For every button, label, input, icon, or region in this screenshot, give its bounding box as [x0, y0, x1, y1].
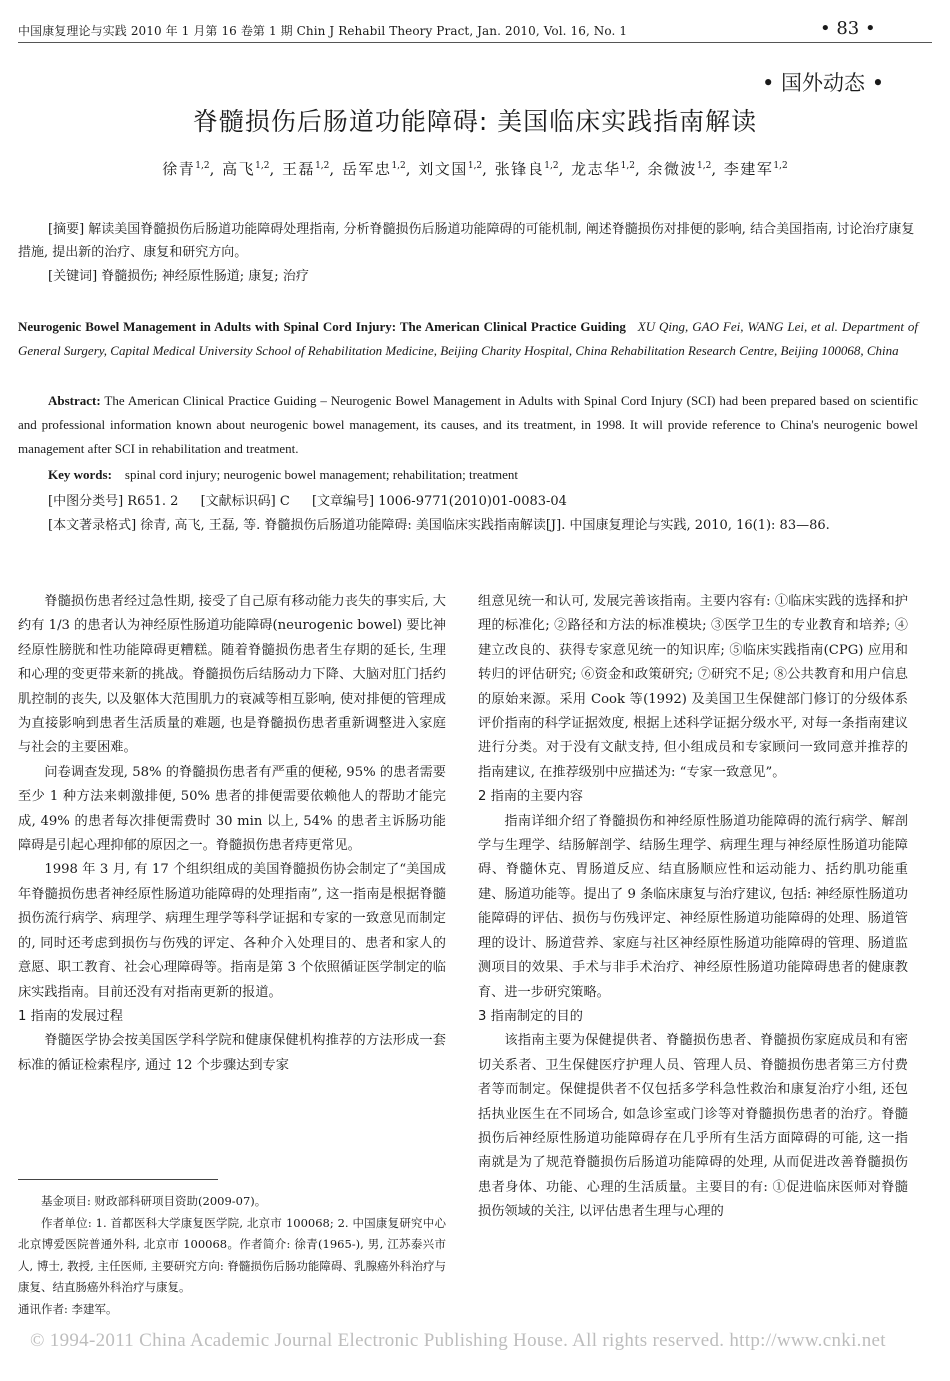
english-keywords [48, 463, 918, 487]
citation-format: [本文著录格式] 徐青, 高飞, 王磊, 等. 脊髓损伤后肠道功能障碍: 美国临床实践指南解读[J]. 中国康复理论与实践, 2010, 16(1): 83—86. [48, 518, 830, 533]
running-head: 中国康复理论与实践 2010 年 1 月第 16 卷第 1 期 Chin J Rehabil Theory Pract, Jan. 2010, Vol. 16, No. 1 [18, 24, 628, 38]
chinese-abstract: [摘要] 解读美国脊髓损伤后肠道功能障碍处理指南, 分析脊髓损伤后肠道功能障碍的可能机制, 阐述脊髓损伤对排便的影响, 结合美国指南, 讨论治疗康复措施, 提出新的治疗、康复和研究方向。 [18, 222, 915, 260]
author: 李建军$^{1,2}$ [723, 160, 788, 178]
body-right-column [478, 590, 908, 1225]
column-label: • 国外动态 • [762, 71, 885, 95]
clc-number: [中图分类号] R651. 2 [48, 494, 179, 509]
chinese-keywords: [关键词] 脊髓损伤; 神经原性肠道; 康复; 治疗 [48, 269, 309, 284]
english-title: Neurogenic Bowel Management in Adults with Spinal Cord Injury: The American Clinical Practice Guiding [18, 319, 626, 334]
paragraph: 指南详细介绍了脊髓损伤和神经原性肠道功能障碍的流行病学、解剖学与生理学、结肠解剖学、结肠生理学、病理生理与神经原性肠道功能障碍、脊髓休克、胃肠道反应、结直肠顺应性和运动能力、括约肌功能重建、肠道功能等。提出了 9 条临床康复与治疗建议, 包括: 神经原性肠道功能障碍的评估、损伤与伤残评定、神经原性肠道功能障碍的处理、肠道管理的设计、肠道营养、家庭与社区神经原性肠道功能障碍的管理、肠道监测项目的效果、手术与非手术治疗、神经原性肠道功能障碍患者的健康教育、进一步研究策略。 [478, 813, 908, 1000]
copyright-watermark: © 1994-2011 China Academic Journal Electronic Publishing House. All rights reserved. http://www.cnki.net [30, 1330, 886, 1351]
footnote-divider [18, 1179, 218, 1180]
english-abstract [18, 389, 918, 461]
author: 王磊$^{1,2}$ [282, 160, 330, 178]
author: 余微波$^{1,2}$ [647, 160, 712, 178]
author: 龙志华$^{1,2}$ [571, 160, 635, 178]
paragraph: 脊髓医学协会按美国医学科学院和健康保健机构推荐的方法形成一套标准的循证检索程序, 通过 12 个步骤达到专家 [18, 1033, 446, 1073]
footnotes [18, 1191, 446, 1320]
english-affiliation: XU Qing, GAO Fei, WANG Lei, et al. Department of General Surgery, Capital Medical University School of Rehabilitation Medicine, Beijing Charity Hospital, China Rehabilitation Research Centre, Beijing 100068, China [18, 319, 919, 358]
paragraph: 组意见统一和认可, 发展完善该指南。主要内容有: ①临床实践的选择和护理的标准化; ②路径和方法的标准模块; ③医学卫生的专业教育和培养; ④建立改良的、获得专家意见统一的知识库; ⑤临床实践指南(CPG) 应用和转归的评估研究; ⑥资金和政策研究; ⑦研究不足; ⑧公共教育和用户信息的原始来源。采用 Cook 等(1992) 及美国卫生保健部门修订的分级体系评价指南的科学证据效度, 根据上述科学证据分级水平, 对每一条指南建议进行分类。对于没有文献支持, 但小组成员和专家顾问一致同意并推荐的指南建议, 在推荐级别中应描述为: “专家一致意见”。 [478, 594, 908, 780]
author-list: 徐青$^{1,2}$, 高飞$^{1,2}$, 王磊$^{1,2}$, 岳军忠$^{1,2}$, 刘文国$^{1,2}$, 张锋良$^{1,2}$, 龙志华$^{1,2}$, 余微波$^{1,2}$, 李建军$^{1,2}$ [162, 160, 788, 178]
section-heading: 3 指南制定的目的 [478, 1008, 583, 1024]
author: 刘文国$^{1,2}$ [418, 160, 483, 178]
affiliation-note: 作者单位: 1. 首都医科大学康复医学院, 北京市 100068; 2. 中国康复研究中心北京博爱医院普通外科, 北京市 100068。作者简介: 徐青(1965-), 男, 江苏泰兴市人, 博士, 教授, 主任医师, 主要研究方向: 脊髓损伤后肠功能障碍、乳腺癌外科治疗与康复、结直肠癌外科治疗与康复。 [18, 1215, 446, 1294]
paragraph: 问卷调查发现, 58% 的脊髓损伤患者有严重的便秘, 95% 的患者需要至少 1 种方法来刺激排便, 50% 患者的排便需要依赖他人的帮助才能完成, 49% 的患者每次排便需费时 30 min 以上, 54% 的患者主诉肠功能障碍是引起心理抑郁的原因之一。脊髓损伤患者痔更常见。 [18, 764, 446, 854]
author: 徐青$^{1,2}$ [162, 160, 210, 178]
author: 张锋良$^{1,2}$ [494, 160, 559, 178]
fund-note: 基金项目: 财政部科研项目资助(2009-07)。 [41, 1194, 267, 1208]
abstract-label: Abstract: [48, 393, 101, 408]
correspondence-note: 通讯作者: 李建军。 [18, 1301, 118, 1316]
paragraph: 该指南主要为保健提供者、脊髓损伤患者、脊髓损伤家庭成员和有密切关系者、卫生保健医疗护理人员、管理人员、脊髓损伤患者第三方付费者等而制定。保健提供者不仅包括多学科急性救治和康复治疗小组, 还包括执业医生在不同场合, 如急诊室或门诊等对脊髓损伤患者的治疗。脊髓损伤后神经原性肠道功能障碍存在几乎所有生活方面障碍的可能, 这一指南就是为了规范脊髓损伤后肠道功能障碍的处理, 从而促进改善脊髓损伤患者身体、功能、心理的生活质量。主要目的有: ①促进临床医师对脊髓损伤领域的关注, 以评估患者生理与心理的 [478, 1033, 908, 1220]
author: 高飞$^{1,2}$ [222, 160, 270, 178]
paragraph: 脊髓损伤患者经过急性期, 接受了自己原有移动能力丧失的事实后, 大约有 1/3 的患者认为神经原性肠道功能障碍(neurogenic bowel) 要比神经原性膀胱和性功能障碍更糟糕。随着脊髓损伤患者生存期的延长, 生理和心理的变更带来新的挑战。脊髓损伤后结肠动力下降、大脑对肛门括约肌控制的丧失, 以及躯体大范围肌力的衰减等相互影响, 使对排便的管理成为直接影响到患者生活质量的难题, 也是脊髓损伤患者重新调整进入家庭与社会的主要困难。 [18, 594, 446, 756]
english-title-block [18, 315, 918, 363]
section-heading: 2 指南的主要内容 [478, 789, 583, 805]
article-title: 脊髓损伤后肠道功能障碍: 美国临床实践指南解读 [192, 107, 758, 136]
section-heading: 1 指南的发展过程 [18, 1008, 123, 1024]
paragraph: 1998 年 3 月, 有 17 个组织组成的美国脊髓损伤协会制定了“美国成年脊髓损伤患者神经原性肠道功能障碍的处理指南”, 这一指南是根据脊髓损伤流行病学、病理学、病理生理学等科学证据和专家的一致意见而制定的, 同时还考虑到损伤与伤残的评定、各种介入处理目的、患者和家人的意愿、职工教育、社会心理障碍等。指南是第 3 个依照循证医学制定的临床实践指南。目前还没有对指南更新的报道。 [18, 862, 446, 1000]
keywords-text: spinal cord injury; neurogenic bowel management; rehabilitation; treatment [124, 467, 519, 482]
body-left-column [18, 590, 446, 1078]
abstract-text: The American Clinical Practice Guiding – Neurogenic Bowel Management in Adults with Spinal Cord Injury (SCI) had been prepared based on scientific and professional information known about neurogenic bowel management, its causes, and its treatment, in 1998. It will provide reference to China's neurogenic bowel management after SCI in rehabilitation and treatment. [18, 393, 919, 456]
author: 岳军忠$^{1,2}$ [341, 160, 406, 178]
article-number: [文章编号] 1006-9771(2010)01-0083-04 [311, 494, 567, 509]
classification-line [48, 490, 918, 513]
header-divider [18, 42, 932, 43]
keywords-label: Key words: [48, 467, 112, 482]
page-number: • 83 • [820, 18, 876, 39]
document-code: [文献标识码] C [200, 494, 290, 509]
